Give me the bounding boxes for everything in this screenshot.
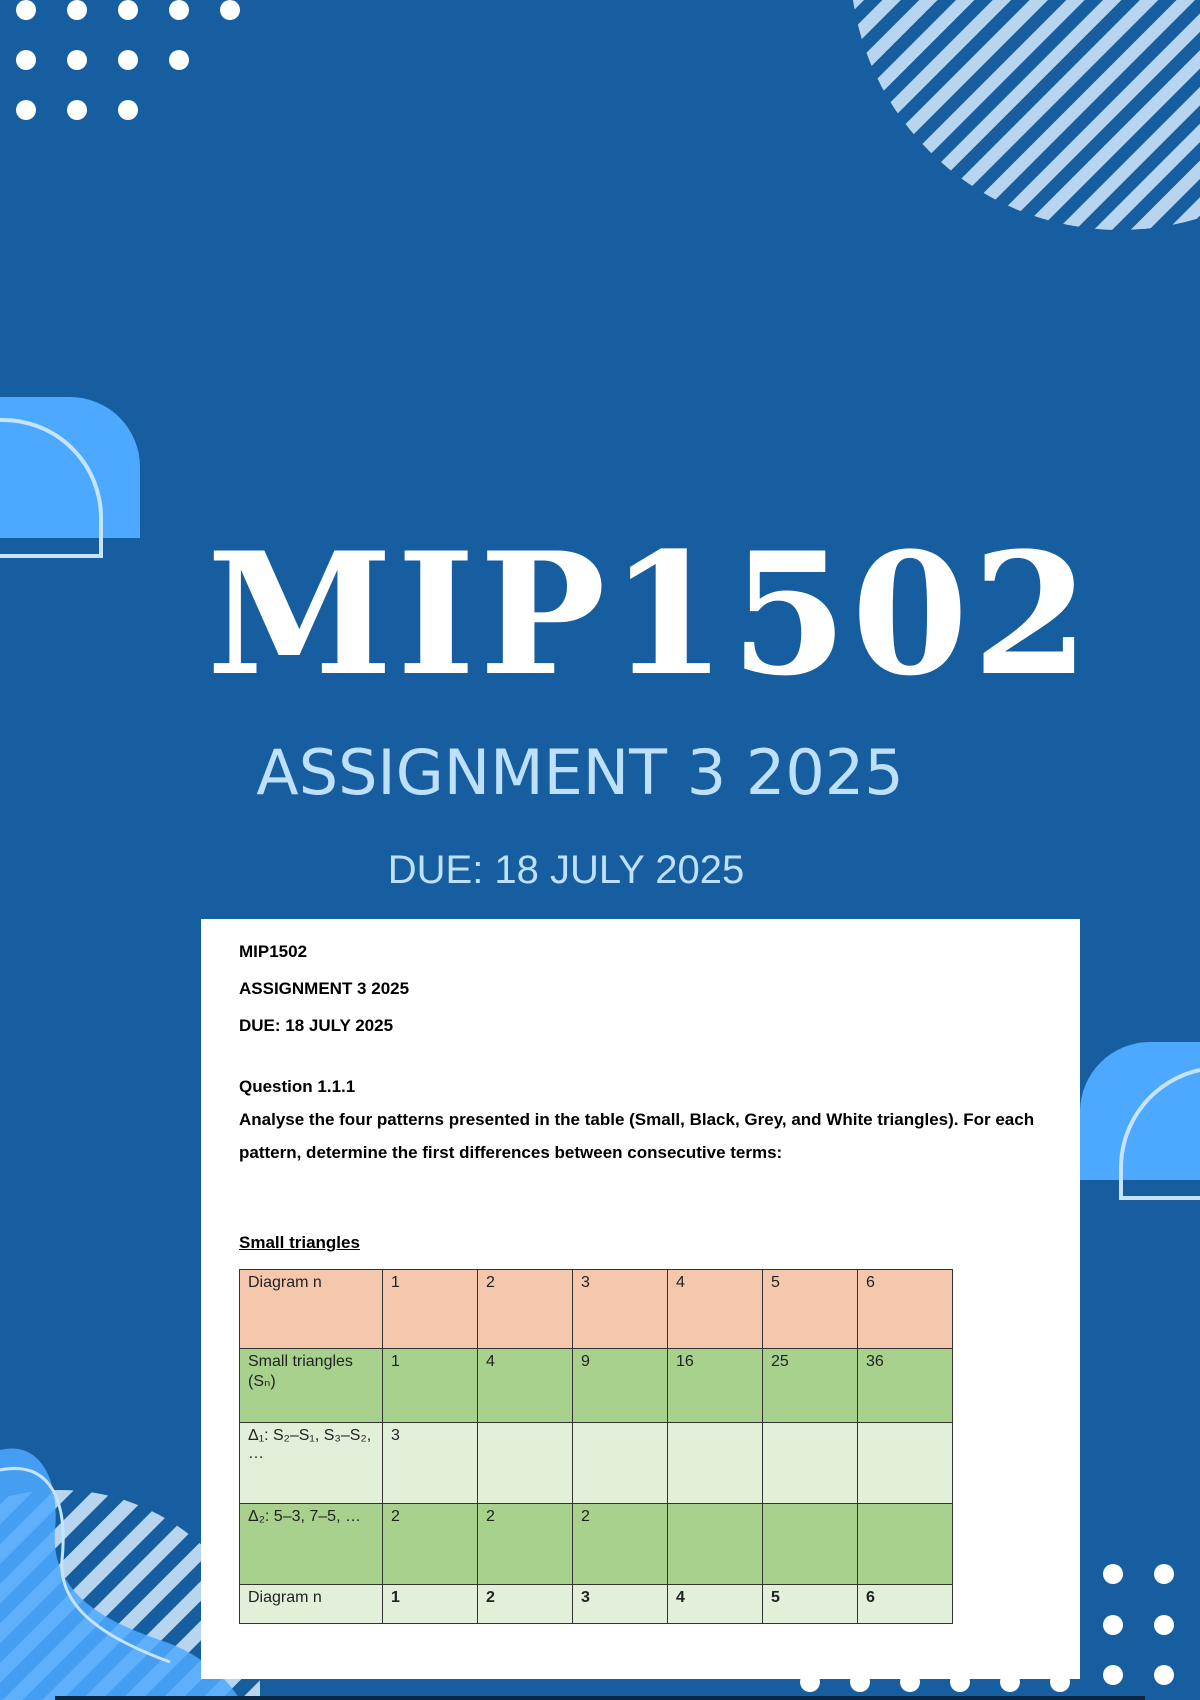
table-cell (858, 1423, 953, 1504)
quarter-circle-right (1080, 1042, 1200, 1198)
table-cell: 2 (478, 1270, 573, 1349)
dot (1154, 1665, 1174, 1685)
dot (1103, 1615, 1123, 1635)
row-header: Small triangles (Sₙ) (240, 1349, 383, 1423)
dot (67, 50, 87, 70)
dot (1154, 1615, 1174, 1635)
dot (16, 0, 36, 20)
table-row (240, 1585, 953, 1624)
table-cell: 4 (668, 1585, 763, 1624)
dot (220, 0, 240, 20)
dot (67, 100, 87, 120)
dot (169, 50, 189, 70)
table-cell: 2 (383, 1504, 478, 1585)
pattern-table (239, 1269, 953, 1624)
table-cell: 3 (573, 1270, 668, 1349)
table-cell (668, 1423, 763, 1504)
doc-question-heading: Question 1.1.1 (239, 1077, 356, 1097)
table-cell: 25 (763, 1349, 858, 1423)
table-cell (573, 1423, 668, 1504)
dot (67, 0, 87, 20)
table-row (240, 1270, 953, 1349)
table-cell: 36 (858, 1349, 953, 1423)
table-cell: 4 (668, 1270, 763, 1349)
dot (169, 0, 189, 20)
table-cell: 2 (478, 1585, 573, 1624)
table-row (240, 1349, 953, 1423)
table-cell (478, 1423, 573, 1504)
striped-circle-top-right (820, 0, 1200, 240)
cover-title: MIP1502 (206, 515, 1094, 713)
table-cell: 2 (478, 1504, 573, 1585)
dot (118, 100, 138, 120)
dot (1103, 1564, 1123, 1584)
table-cell: 4 (478, 1349, 573, 1423)
table-cell: 3 (573, 1585, 668, 1624)
dot (118, 0, 138, 20)
document-preview (201, 919, 1080, 1679)
table-cell: 16 (668, 1349, 763, 1423)
table-cell: 9 (573, 1349, 668, 1423)
doc-due-date: DUE: 18 JULY 2025 (239, 1016, 394, 1036)
table-row (240, 1504, 953, 1585)
row-header: Δ₂: 5–3, 7–5, … (240, 1504, 383, 1585)
doc-section-heading: Small triangles (239, 1233, 360, 1253)
dot (16, 100, 36, 120)
table-cell (668, 1504, 763, 1585)
row-header: Diagram n (240, 1270, 383, 1349)
row-header: Δ₁: S₂–S₁, S₃–S₂, … (240, 1423, 383, 1504)
doc-question-text: Analyse the four patterns presented in the table (Small, Black, Grey, and White triangles). For each pattern, determine the first differences between consecutive terms: (239, 1110, 1035, 1163)
doc-assignment: ASSIGNMENT 3 2025 (239, 979, 410, 999)
dot (1103, 1665, 1123, 1685)
row-header: Diagram n (240, 1585, 383, 1624)
table-cell: 1 (383, 1585, 478, 1624)
table-cell: 1 (383, 1270, 478, 1349)
table-cell: 1 (383, 1349, 478, 1423)
cover-subtitle: ASSIGNMENT 3 2025 (256, 736, 904, 809)
dot (16, 50, 36, 70)
dot (118, 50, 138, 70)
doc-course-code: MIP1502 (239, 942, 308, 961)
dot (1154, 1564, 1174, 1584)
table-cell (763, 1423, 858, 1504)
table-cell (858, 1504, 953, 1585)
table-cell: 6 (858, 1270, 953, 1349)
bottom-divider (55, 1696, 1145, 1700)
table-cell: 2 (573, 1504, 668, 1585)
table-cell: 3 (383, 1423, 478, 1504)
table-cell: 5 (763, 1270, 858, 1349)
table-row (240, 1423, 953, 1504)
table-cell (763, 1504, 858, 1585)
table-cell: 6 (858, 1585, 953, 1624)
cover-due-date: DUE: 18 JULY 2025 (387, 848, 745, 892)
table-cell: 5 (763, 1585, 858, 1624)
